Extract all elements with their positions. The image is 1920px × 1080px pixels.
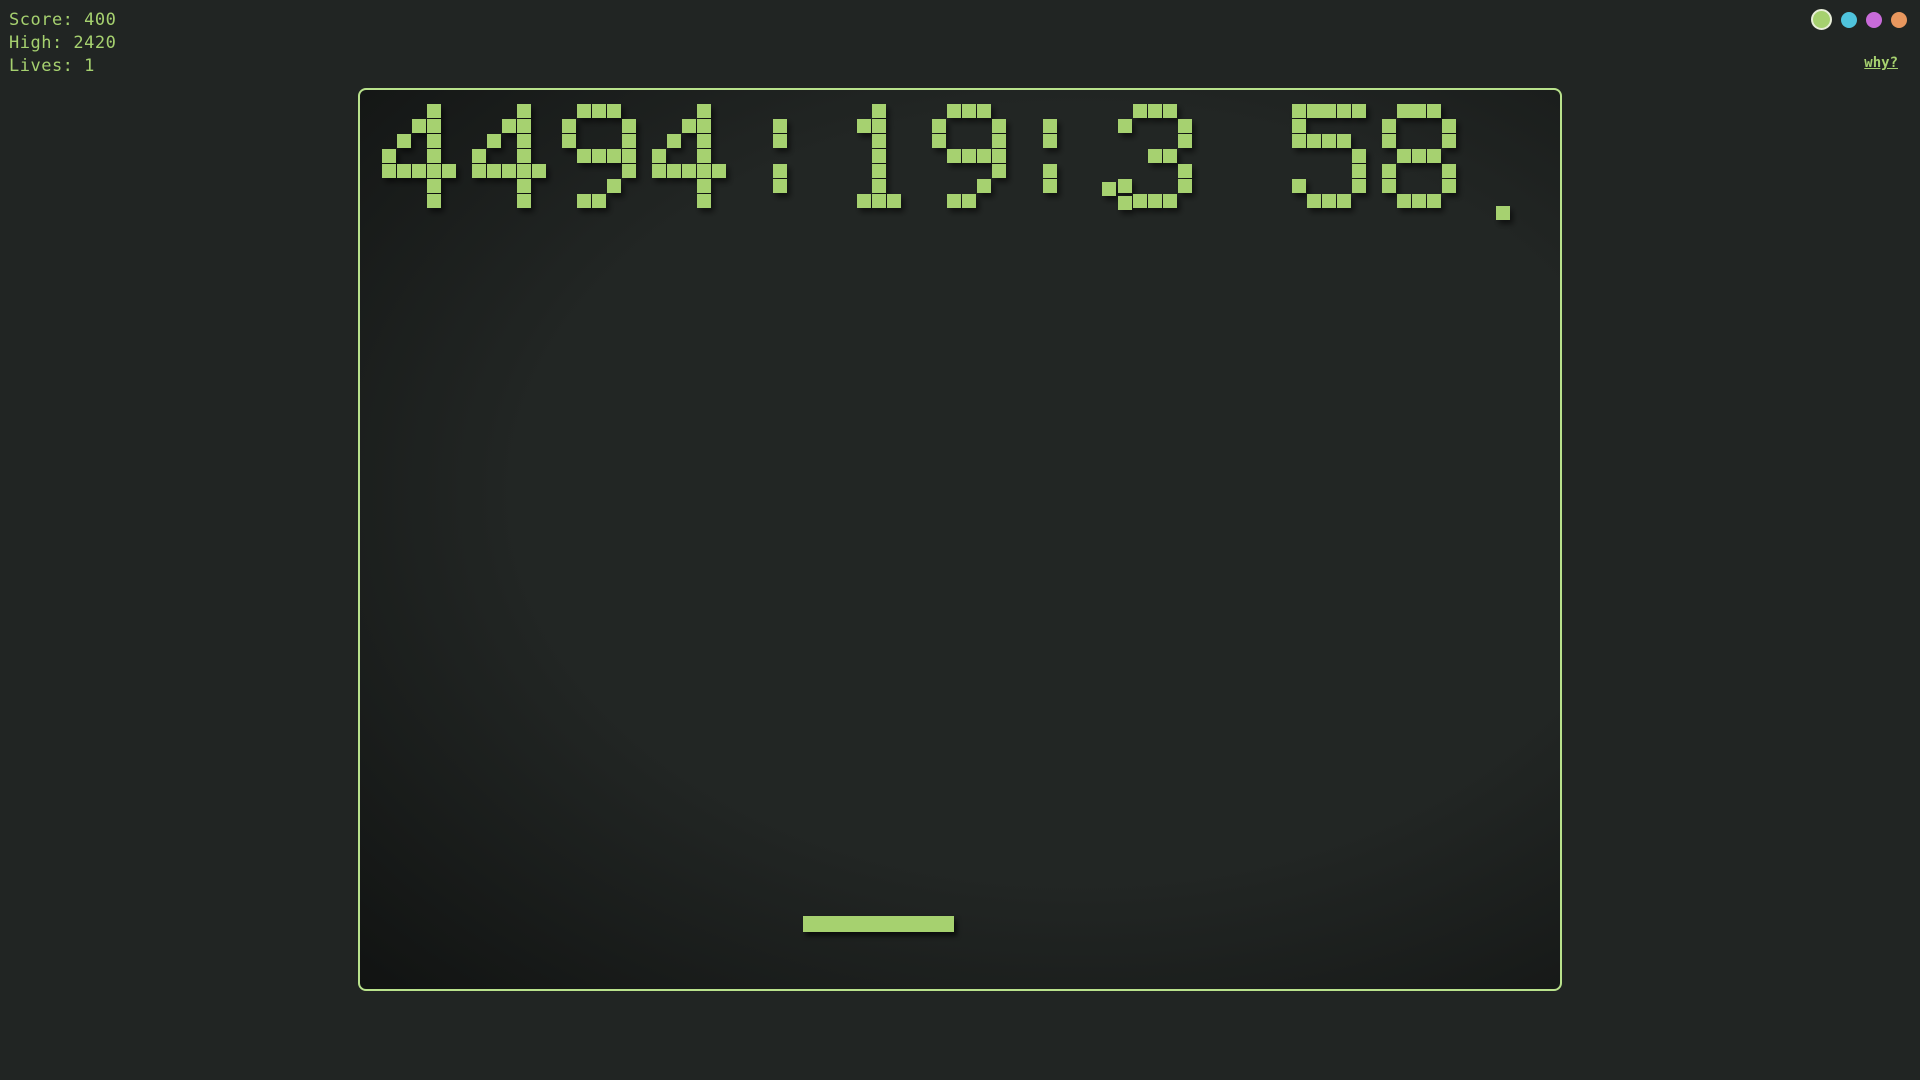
brick	[1352, 164, 1366, 178]
brick	[1322, 134, 1336, 148]
brick	[1352, 179, 1366, 193]
brick	[773, 179, 787, 193]
brick	[652, 149, 666, 163]
brick	[1397, 194, 1411, 208]
theme-picker	[1811, 9, 1907, 30]
brick	[1442, 164, 1456, 178]
brick	[517, 149, 531, 163]
brick	[397, 164, 411, 178]
brick	[577, 194, 591, 208]
brick	[773, 134, 787, 148]
brick	[427, 119, 441, 133]
brick	[992, 149, 1006, 163]
brick	[857, 119, 871, 133]
paddle[interactable]	[803, 916, 954, 932]
brick	[1427, 194, 1441, 208]
score-label: Score: 400	[9, 10, 117, 30]
brick	[607, 179, 621, 193]
brick	[962, 104, 976, 118]
brick	[667, 134, 681, 148]
brick	[1382, 119, 1396, 133]
brick	[977, 104, 991, 118]
brick	[1043, 119, 1057, 133]
brick-fragment	[1496, 206, 1510, 220]
hud	[9, 9, 116, 78]
brick	[1337, 104, 1351, 118]
brick	[872, 179, 886, 193]
brick	[1292, 179, 1306, 193]
brick	[622, 149, 636, 163]
brick	[1307, 134, 1321, 148]
brick	[382, 164, 396, 178]
brick	[712, 164, 726, 178]
brick	[1382, 179, 1396, 193]
brick	[1133, 104, 1147, 118]
brick	[697, 119, 711, 133]
why-link[interactable]: why?	[1864, 55, 1898, 71]
brick	[1382, 164, 1396, 178]
brick	[427, 179, 441, 193]
brick	[1292, 104, 1306, 118]
brick	[427, 149, 441, 163]
brick	[1118, 119, 1132, 133]
brick	[1163, 104, 1177, 118]
brick	[872, 164, 886, 178]
brick	[872, 119, 886, 133]
brick-fragment	[1118, 196, 1132, 210]
brick	[487, 164, 501, 178]
brick	[622, 119, 636, 133]
brick	[562, 134, 576, 148]
brick	[397, 134, 411, 148]
brick	[412, 119, 426, 133]
brick	[427, 164, 441, 178]
brick	[592, 149, 606, 163]
brick	[1352, 104, 1366, 118]
brick	[1148, 194, 1162, 208]
brick	[857, 194, 871, 208]
brick	[947, 104, 961, 118]
brick	[427, 104, 441, 118]
brick	[517, 134, 531, 148]
brick	[1178, 179, 1192, 193]
brick	[577, 149, 591, 163]
brick	[622, 134, 636, 148]
brick	[1442, 134, 1456, 148]
brick	[697, 179, 711, 193]
brick	[992, 119, 1006, 133]
brick	[697, 149, 711, 163]
brick	[1352, 149, 1366, 163]
brick	[1133, 194, 1147, 208]
brick	[1382, 134, 1396, 148]
theme-swatch-orange[interactable]	[1891, 12, 1907, 28]
brick	[682, 119, 696, 133]
brick	[872, 104, 886, 118]
brick	[773, 119, 787, 133]
brick	[1397, 149, 1411, 163]
brick	[1442, 179, 1456, 193]
theme-swatch-green[interactable]	[1811, 9, 1832, 30]
brick	[1178, 164, 1192, 178]
brick	[977, 149, 991, 163]
brick	[962, 194, 976, 208]
brick	[382, 149, 396, 163]
brick	[427, 194, 441, 208]
brick	[517, 179, 531, 193]
brick	[532, 164, 546, 178]
brick	[992, 164, 1006, 178]
game-board[interactable]	[358, 88, 1562, 991]
brick	[773, 164, 787, 178]
brick	[502, 164, 516, 178]
brick	[592, 194, 606, 208]
brick	[1322, 194, 1336, 208]
brick	[1427, 104, 1441, 118]
brick	[682, 164, 696, 178]
brick-fragment	[1148, 104, 1162, 118]
brick	[517, 194, 531, 208]
brick	[442, 164, 456, 178]
brick-clock	[360, 90, 1560, 330]
brick	[517, 119, 531, 133]
brick	[607, 104, 621, 118]
brick	[1292, 119, 1306, 133]
brick	[1163, 194, 1177, 208]
brick	[932, 134, 946, 148]
brick	[667, 164, 681, 178]
brick-fragment	[1402, 104, 1416, 118]
brick	[577, 104, 591, 118]
lives-label: Lives: 1	[9, 56, 95, 76]
brick	[1178, 119, 1192, 133]
brick	[1163, 149, 1177, 163]
brick	[947, 149, 961, 163]
theme-swatch-cyan[interactable]	[1841, 12, 1857, 28]
brick	[1412, 149, 1426, 163]
theme-swatch-magenta[interactable]	[1866, 12, 1882, 28]
brick	[1307, 194, 1321, 208]
brick	[592, 104, 606, 118]
brick	[887, 194, 901, 208]
brick	[412, 164, 426, 178]
brick	[977, 179, 991, 193]
brick	[427, 134, 441, 148]
brick	[1337, 134, 1351, 148]
brick	[932, 119, 946, 133]
brick	[1148, 149, 1162, 163]
brick	[472, 149, 486, 163]
brick	[697, 164, 711, 178]
brick	[872, 194, 886, 208]
brick	[697, 194, 711, 208]
brick	[1337, 194, 1351, 208]
brick	[872, 149, 886, 163]
brick	[1043, 134, 1057, 148]
brick	[1442, 119, 1456, 133]
brick	[697, 134, 711, 148]
brick	[652, 164, 666, 178]
brick	[1322, 104, 1336, 118]
brick	[1292, 134, 1306, 148]
brick	[622, 164, 636, 178]
brick	[1043, 164, 1057, 178]
brick-fragment	[1102, 182, 1116, 196]
brick	[517, 164, 531, 178]
brick	[1043, 179, 1057, 193]
brick	[502, 119, 516, 133]
brick	[562, 119, 576, 133]
high-score-label: High: 2420	[9, 33, 117, 53]
brick	[992, 134, 1006, 148]
brick-fragment	[1310, 104, 1324, 118]
brick	[697, 104, 711, 118]
brick	[947, 194, 961, 208]
brick	[962, 149, 976, 163]
brick	[472, 164, 486, 178]
brick	[487, 134, 501, 148]
brick	[1118, 179, 1132, 193]
brick	[517, 104, 531, 118]
brick	[1412, 194, 1426, 208]
brick	[872, 134, 886, 148]
brick	[1427, 149, 1441, 163]
brick	[1178, 134, 1192, 148]
brick	[607, 149, 621, 163]
